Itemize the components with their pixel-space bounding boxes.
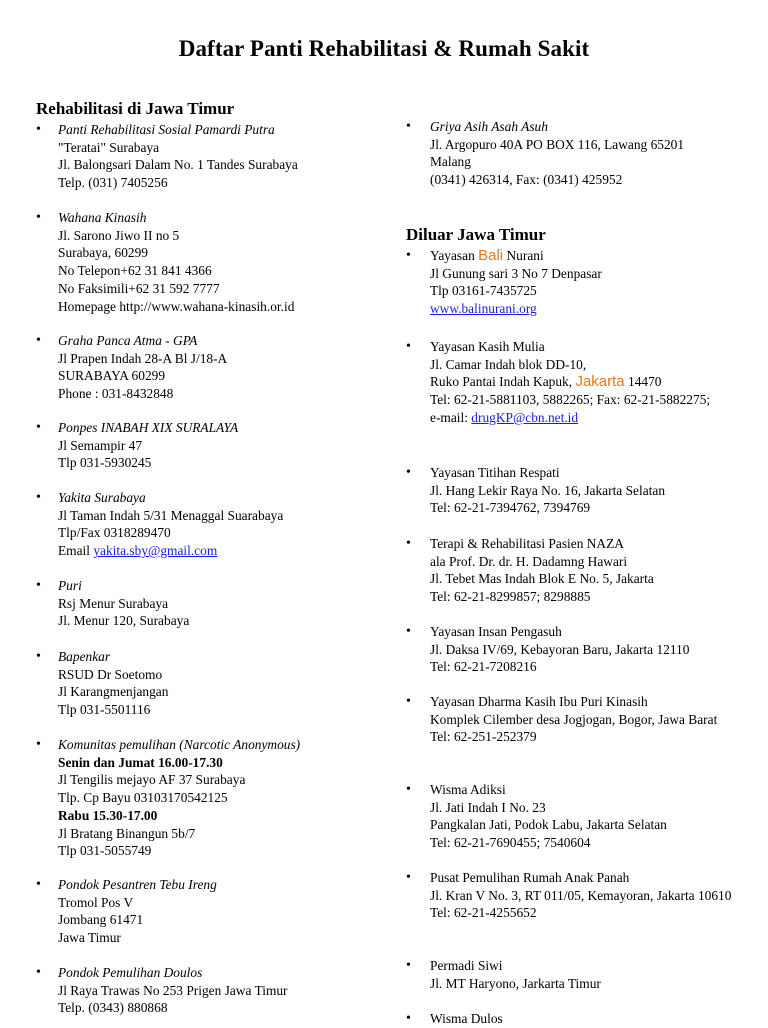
- list-item: • Puri Rsj Menur Surabaya Jl. Menur 120, Surabaya: [36, 577, 376, 630]
- list-item: • Yayasan Bali Nurani Jl Gunung sari 3 No 7 Denpasar Tlp 03161-7435725 www.balinurani.org: [406, 247, 746, 318]
- left-list: [36, 489, 376, 560]
- right-list: [406, 338, 746, 427]
- right-list: [406, 781, 746, 852]
- section-heading-diluar-jawa-timur: Diluar Jawa Timur: [406, 225, 546, 244]
- list-item: • Wisma Adiksi Jl. Jati Indah I No. 23 Pangkalan Jati, Podok Labu, Jakarta Selatan Tel: 62-21-7690455; 7540604: [406, 781, 746, 852]
- right-list: [406, 693, 746, 746]
- list-item: • Yayasan Kasih Mulia Jl. Camar Indah blok DD-10, Ruko Pantai Indah Kapuk, Jakarta 14470 Tel: 62-21-5881103, 5882265; Fax: 62-21-5882275; e-mail: drugKP@cbn.net.id: [406, 338, 746, 427]
- list-item: • Griya Asih Asah Asuh Jl. Argopuro 40A PO BOX 116, Lawang 65201 Malang (0341) 426314, Fax: (0341) 425952: [406, 118, 746, 189]
- right-list: [406, 1010, 746, 1028]
- email-link[interactable]: yakita.sby@gmail.com: [93, 543, 218, 559]
- left-list: [36, 876, 376, 947]
- right-list: [406, 957, 746, 992]
- list-item: • Yakita Surabaya Jl Taman Indah 5/31 Menaggal Suarabaya Tlp/Fax 0318289470 Email yakita.sby@gmail.com: [36, 489, 376, 560]
- email-link[interactable]: drugKP@cbn.net.id: [471, 409, 579, 425]
- left-list: [36, 121, 376, 192]
- right-list: [406, 464, 746, 517]
- left-list: [36, 209, 376, 315]
- left-list: [36, 648, 376, 719]
- left-list: [36, 736, 376, 860]
- list-item: • Yayasan Insan Pengasuh Jl. Daksa IV/69, Kebayoran Baru, Jakarta 12110 Tel: 62-21-7208216: [406, 623, 746, 676]
- left-list: [36, 332, 376, 403]
- right-list: [406, 623, 746, 676]
- list-item: • Yayasan Dharma Kasih Ibu Puri Kinasih Komplek Cilember desa Jogjogan, Bogor, Jawa Barat Tel: 62-251-252379: [406, 693, 746, 746]
- right-list: [406, 247, 746, 318]
- right-list: [406, 535, 746, 606]
- left-list: [36, 577, 376, 630]
- city-link-bali[interactable]: Bali: [478, 247, 504, 264]
- list-item: • Pusat Pemulihan Rumah Anak Panah Jl. Kran V No. 3, RT 011/05, Kemayoran, Jakarta 10610 Tel: 62-21-4255652: [406, 869, 746, 922]
- list-item: • Bapenkar RSUD Dr Soetomo Jl Karangmenjangan Tlp 031-5501116: [36, 648, 376, 719]
- website-link[interactable]: www.balinurani.org: [430, 301, 537, 317]
- list-item: • Ponpes INABAH XIX SURALAYA Jl Semampir 47 Tlp 031-5930245: [36, 419, 376, 472]
- list-item: • Pondok Pesantren Tebu Ireng Tromol Pos V Jombang 61471 Jawa Timur: [36, 876, 376, 947]
- page-title: Daftar Panti Rehabilitasi & Rumah Sakit: [178, 36, 590, 61]
- section-heading-jawa-timur: Rehabilitasi di Jawa Timur: [36, 99, 235, 118]
- city-link-jakarta[interactable]: Jakarta: [575, 373, 625, 391]
- list-item: • Graha Panca Atma - GPA Jl Prapen Indah 28-A Bl J/18-A SURABAYA 60299 Phone : 031-8432848: [36, 332, 376, 403]
- list-item: • Komunitas pemulihan (Narcotic Anonymous) Senin dan Jumat 16.00-17.30 Jl Tengilis mejayo AF 37 Surabaya Tlp. Cp Bayu 03103170542125 Rabu 15.30-17.00 Jl Bratang Binangun 5b/7 Tlp 031-5055749: [36, 736, 376, 860]
- right-list: [406, 869, 746, 922]
- left-list: [36, 419, 376, 472]
- left-list: [36, 964, 376, 1017]
- list-item: • Terapi & Rehabilitasi Pasien NAZA ala Prof. Dr. dr. H. Dadamng Hawari Jl. Tebet Mas Indah Blok E No. 5, Jakarta Tel: 62-21-8299857; 8298885: [406, 535, 746, 606]
- list-item: • Pondok Pemulihan Doulos Jl Raya Trawas No 253 Prigen Jawa Timur Telp. (0343) 880868: [36, 964, 376, 1017]
- right-list: [406, 118, 746, 189]
- list-item: • Permadi Siwi Jl. MT Haryono, Jarkarta Timur: [406, 957, 746, 992]
- list-item: • Wahana Kinasih Jl. Sarono Jiwo II no 5 Surabaya, 60299 No Telepon+62 31 841 4366 No Faksimili+62 31 592 7777 Homepage http://www.wahana-kinasih.or.id: [36, 209, 376, 315]
- list-item: • Wisma Dulos: [406, 1010, 746, 1028]
- list-item: • Yayasan Titihan Respati Jl. Hang Lekir Raya No. 16, Jakarta Selatan Tel: 62-21-7394762, 7394769: [406, 464, 746, 517]
- list-item: • Panti Rehabilitasi Sosial Pamardi Putra "Teratai" Surabaya Jl. Balongsari Dalam No. 1 Tandes Surabaya Telp. (031) 7405256: [36, 121, 376, 192]
